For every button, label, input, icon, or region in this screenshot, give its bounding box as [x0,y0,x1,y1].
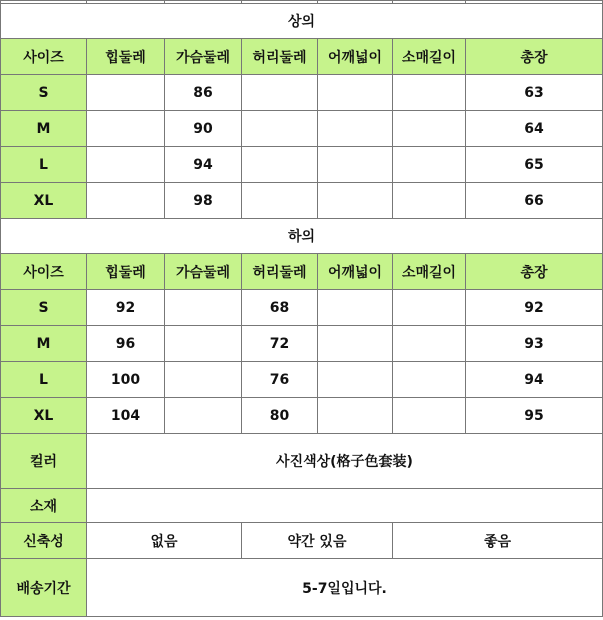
shoulder-cell [318,290,393,326]
waist-cell [242,111,318,147]
header-sleeve: 소매길이 [393,254,466,290]
sleeve-cell [393,147,466,183]
table-row [1,111,603,147]
bottom-section-title: 하의 [1,219,603,254]
chest-cell [165,362,242,398]
material-row [1,489,603,523]
hip-cell: 100 [87,362,165,398]
hip-cell [87,183,165,219]
header-chest: 가슴둘레 [165,254,242,290]
top-header-row [1,39,603,75]
hip-cell [87,75,165,111]
header-chest: 가슴둘레 [165,39,242,75]
sleeve-cell [393,362,466,398]
waist-cell [242,147,318,183]
bottom-section-title-row [1,219,603,254]
length-cell: 93 [466,326,603,362]
size-label: S [1,290,87,326]
color-value: 사진색상(格子色套装) [87,434,603,489]
chest-cell: 98 [165,183,242,219]
chest-cell [165,290,242,326]
table-row [1,290,603,326]
length-cell: 95 [466,398,603,434]
header-sleeve: 소매길이 [393,39,466,75]
hip-cell: 104 [87,398,165,434]
sleeve-cell [393,111,466,147]
chest-cell [165,398,242,434]
header-length: 총장 [466,39,603,75]
shoulder-cell [318,326,393,362]
delivery-row [1,559,603,617]
chest-cell: 86 [165,75,242,111]
table-row [1,183,603,219]
stretch-option-good: 좋음 [393,523,603,559]
length-cell: 63 [466,75,603,111]
sleeve-cell [393,290,466,326]
header-size: 사이즈 [1,254,87,290]
shoulder-cell [318,183,393,219]
hip-cell: 92 [87,290,165,326]
header-length: 총장 [466,254,603,290]
table-row [1,75,603,111]
length-cell: 64 [466,111,603,147]
table-row [1,147,603,183]
hip-cell: 96 [87,326,165,362]
material-value [87,489,603,523]
waist-cell: 68 [242,290,318,326]
size-label: XL [1,398,87,434]
waist-cell [242,75,318,111]
bottom-header-row [1,254,603,290]
size-label: L [1,362,87,398]
chest-cell: 90 [165,111,242,147]
stretch-option-some: 약간 있음 [242,523,393,559]
length-cell: 66 [466,183,603,219]
shoulder-cell [318,362,393,398]
sleeve-cell [393,75,466,111]
chest-cell: 94 [165,147,242,183]
waist-cell: 76 [242,362,318,398]
delivery-label: 배송기간 [1,559,87,617]
top-section-title-row [1,4,603,39]
table-row [1,326,603,362]
waist-cell: 72 [242,326,318,362]
sleeve-cell [393,183,466,219]
header-waist: 허리둘레 [242,254,318,290]
size-label: L [1,147,87,183]
header-shoulder: 어깨넓이 [318,254,393,290]
size-label: M [1,111,87,147]
chest-cell [165,326,242,362]
length-cell: 92 [466,290,603,326]
waist-cell: 80 [242,398,318,434]
material-label: 소재 [1,489,87,523]
header-shoulder: 어깨넓이 [318,39,393,75]
size-label: XL [1,183,87,219]
top-section-title: 상의 [1,4,603,39]
shoulder-cell [318,75,393,111]
table-row [1,398,603,434]
delivery-value: 5-7일입니다. [87,559,603,617]
header-hip: 힙둘레 [87,254,165,290]
size-label: S [1,75,87,111]
header-hip: 힙둘레 [87,39,165,75]
header-waist: 허리둘레 [242,39,318,75]
hip-cell [87,147,165,183]
sleeve-cell [393,326,466,362]
table-row [1,362,603,398]
color-row [1,434,603,489]
stretch-row [1,523,603,559]
header-size: 사이즈 [1,39,87,75]
shoulder-cell [318,398,393,434]
length-cell: 94 [466,362,603,398]
size-label: M [1,326,87,362]
stretch-option-none: 없음 [87,523,242,559]
hip-cell [87,111,165,147]
shoulder-cell [318,147,393,183]
color-label: 컬러 [1,434,87,489]
waist-cell [242,183,318,219]
length-cell: 65 [466,147,603,183]
sleeve-cell [393,398,466,434]
shoulder-cell [318,111,393,147]
stretch-label: 신축성 [1,523,87,559]
